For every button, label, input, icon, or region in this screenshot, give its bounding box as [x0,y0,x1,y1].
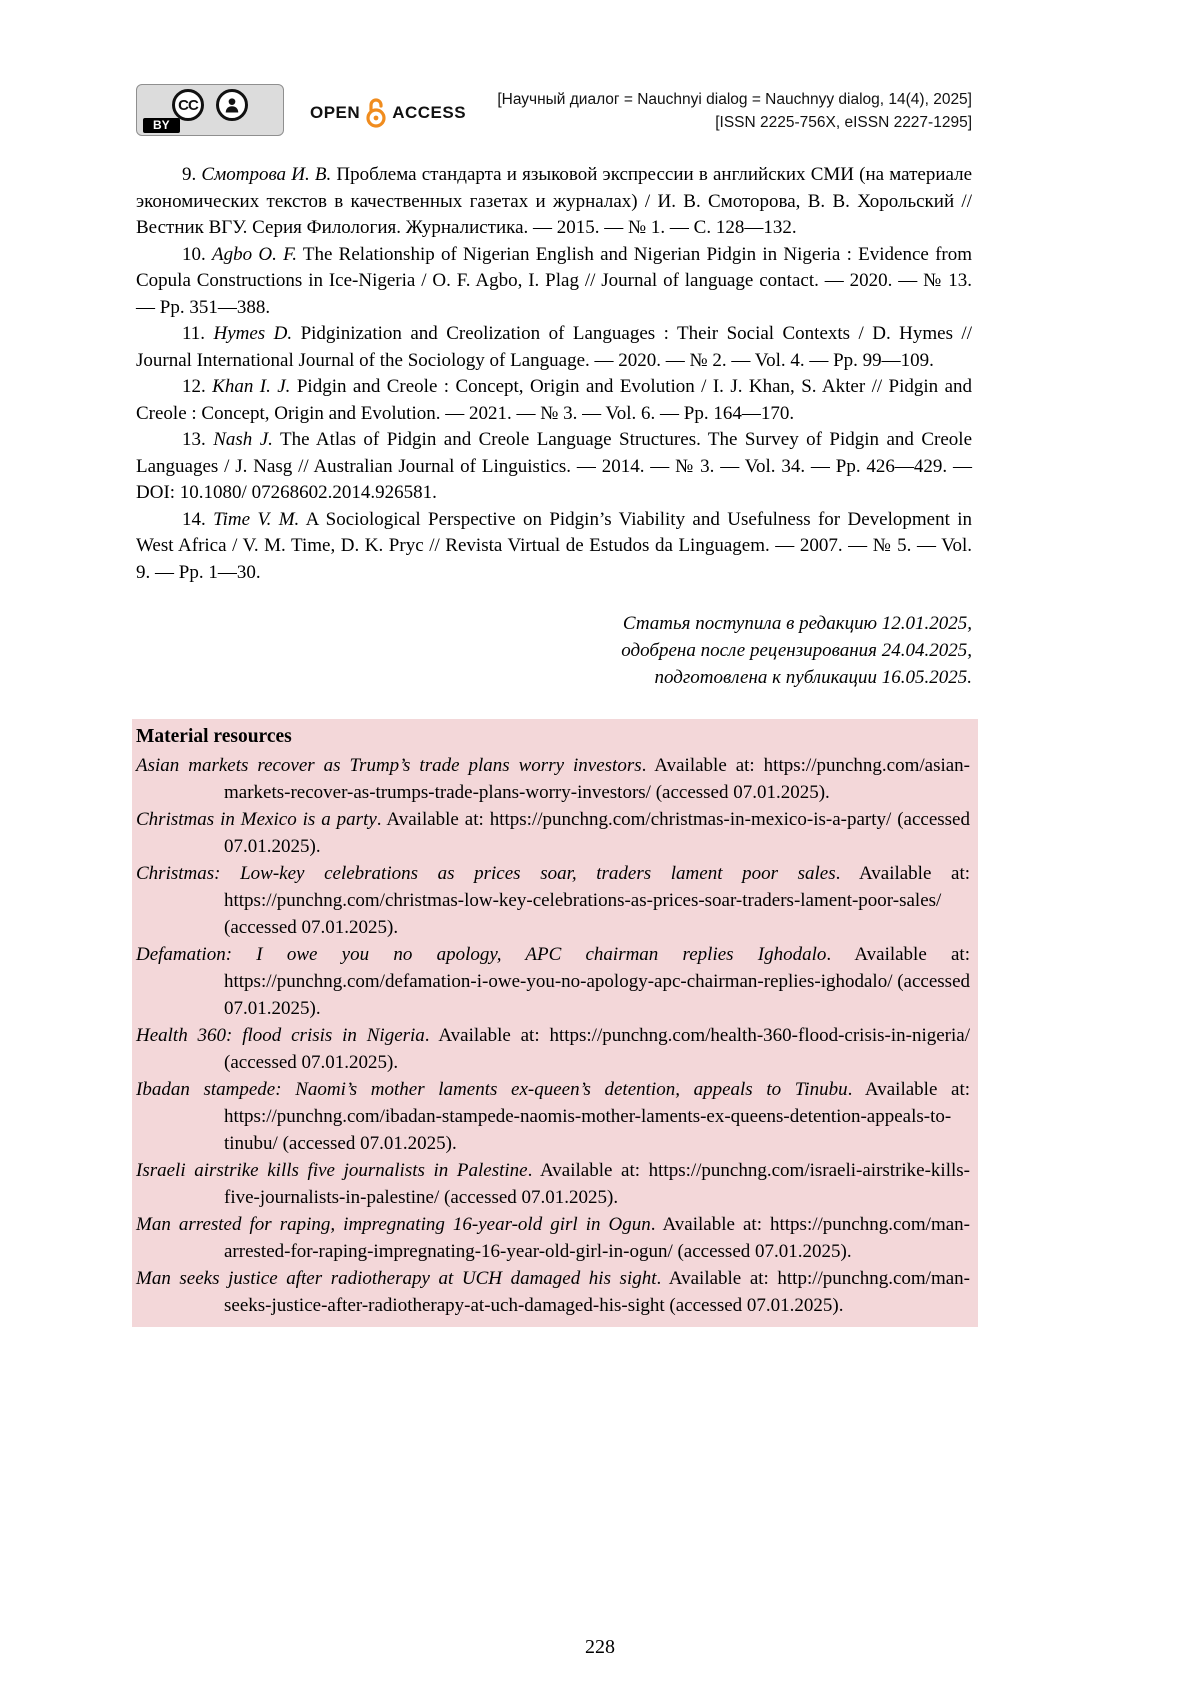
cc-icon-text: CC [178,96,198,114]
reference-author: Time V. M. [213,508,300,530]
journal-info [497,88,972,134]
cc-by-badge [136,84,284,136]
material-title: Christmas: Low-key celebrations as prices soar, traders lament poor sales [136,863,836,884]
material-source-text: . Available at: https://punchng.com/christmas-low-key-celebrations-as-prices-soar-traders-lament-poor-sales/ (accessed 07.01.2025). [224,863,971,938]
open-access-logo [310,97,466,129]
material-resource-item [136,1076,970,1157]
material-resource-item [136,860,970,941]
material-title: Israeli airstrike kills five journalists in Palestine [136,1160,528,1181]
material-title: Asian markets recover as Trump’s trade plans worry investors [136,755,642,776]
material-resources-heading: Material resources [136,726,292,747]
material-source-text: . Available at: https://punchng.com/ibadan-stampede-naomis-mother-laments-ex-queens-detention-appeals-to-tinubu/ (accessed 07.01.2025). [224,1079,971,1154]
material-source-text: . Available at: https://punchng.com/christmas-in-mexico-is-a-party/ (accessed 07.01.2025). [224,809,970,857]
reference-number: 9. [182,164,202,185]
cc-by-label: BY [143,118,180,133]
material-title: Ibadan stampede: Naomi’s mother laments ex-queen’s detention, appeals to Tinubu [136,1079,848,1100]
page-number: 228 [585,1636,615,1658]
reference-number: 11. [182,323,214,344]
material-source-text: . Available at: https://punchng.com/asian-markets-recover-as-trumps-trade-plans-worry-investors/ (accessed 07.01.2025). [224,755,971,803]
cc-icon [172,89,204,121]
material-resource-item [136,1211,970,1265]
submission-approved-line: одобрена после рецензирования 24.04.2025, [621,640,972,661]
material-resource-item [136,806,970,860]
submission-received-line: Статья поступила в редакцию 12.01.2025, [622,613,972,634]
reference-author: Hymes D. [213,323,293,344]
reference-author: Agbo O. F. [212,243,297,265]
reference-text: Проблема стандарта и языковой экспрессии в английских СМИ (на материале экономических текстов в качественных газетах и журналах) / И. В. Смоторова, В. В. Хорольский // Вестник ВГУ. Серия Филология. Журналистика. — 2015. — № 1. — С. 128—132. [136,164,973,238]
material-source-text: . Available at: https://punchng.com/israeli-airstrike-kills-five-journalists-in-palestine/ (accessed 07.01.2025). [224,1160,970,1208]
reference-number: 14. [182,508,214,530]
page-content [136,162,972,1327]
reference-number: 12. [182,376,213,397]
reference-author: Nash J. [213,429,273,450]
material-title: Man seeks justice after radiotherapy at UCH damaged his sight [136,1268,657,1289]
reference-item-9 [136,162,972,242]
material-title: Man arrested for raping, impregnating 16-year-old girl in Ogun [136,1214,651,1235]
person-icon [216,89,248,121]
reference-author: Смотрова И. В. [201,164,332,185]
reference-item-12 [136,374,972,427]
open-lock-icon [364,97,388,129]
submission-note [136,610,972,691]
submission-prepared-line: подготовлена к публикации 16.05.2025. [654,667,972,688]
reference-text: Pidginization and Creolization of Languages : Their Social Contexts / D. Hymes // Journal International Journal of the Sociology of Language. — 2020. — № 2. — Vol. 4. — Pp. 99—109. [136,323,972,371]
material-resource-item [136,1022,970,1076]
reference-item-14 [136,507,972,587]
journal-title-line: [Научный диалог = Nauchnyi dialog = Nauchnyy dialog, 14(4), 2025] [497,91,972,108]
material-source-text: . Available at: https://punchng.com/health-360-flood-crisis-in-nigeria/ (accessed 07.01.2025). [224,1025,970,1073]
reference-text: A Sociological Perspective on Pidgin’s Viability and Usefulness for Development in West Africa / V. M. Time, D. K. Pryc // Revista Virtual de Estudos da Linguagem. — 2007. — № 5. — Vol. 9. — Pp. 1—30. [136,508,973,583]
material-resource-item [136,941,970,1022]
material-resource-item [136,1157,970,1211]
reference-item-13 [136,427,972,507]
page-header [136,84,972,144]
material-source-text: . Available at: https://punchng.com/defamation-i-owe-you-no-apology-apc-chairman-replies-ighodalo/ (accessed 07.01.2025). [224,944,971,1019]
reference-item-11 [136,321,972,374]
material-source-text: . Available at: https://punchng.com/man-arrested-for-raping-impregnating-16-year-old-girl-in-ogun/ (accessed 07.01.2025). [224,1214,971,1262]
reference-author: Khan I. J. [212,376,291,397]
material-title: Christmas in Mexico is a party [136,809,377,830]
reference-text: The Atlas of Pidgin and Creole Language Structures. The Survey of Pidgin and Creole Languages / J. Nasg // Australian Journal of Linguistics. — 2014. — № 3. — Vol. 34. — Pp. 426—429. — DOI: 10.1080/ 07268602.2014.926581. [136,429,973,503]
reference-text: Pidgin and Creole : Concept, Origin and Evolution / I. J. Khan, S. Akter // Pidgin and Creole : Concept, Origin and Evolution. — 2021. — № 3. — Vol. 6. — Pp. 164—170. [136,376,973,424]
material-title: Health 360: flood crisis in Nigeria [136,1025,425,1046]
reference-number: 10. [182,243,212,265]
open-access-access-label: ACCESS [392,103,467,122]
material-resource-item [136,1265,970,1319]
reference-number: 13. [182,429,214,450]
material-source-text: . Available at: http://punchng.com/man-seeks-justice-after-radiotherapy-at-uch-damaged-his-sight (accessed 07.01.2025). [224,1268,971,1316]
reference-text: The Relationship of Nigerian English and Nigerian Pidgin in Nigeria : Evidence from Copula Constructions in Ice-Nigeria / O. F. Agbo, I. Plag // Journal of language contact. — 2020. — № 13. — Pp. 351—388. [136,243,972,318]
license-badges [136,84,466,136]
reference-item-10 [136,242,972,322]
open-access-open-label: OPEN [310,103,361,122]
journal-issn-line: [ISSN 2225-756X, eISSN 2227-1295] [715,114,972,131]
material-title: Defamation: I owe you no apology, APC chairman replies Ighodalo [136,944,827,965]
material-resource-item [136,752,970,806]
material-resources-section [132,719,978,1327]
